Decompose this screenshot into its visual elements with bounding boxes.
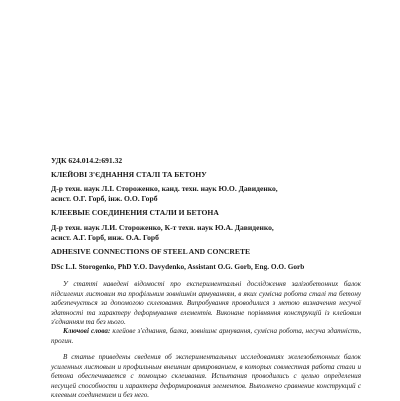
authors-ua-line1: Д-р техн. наук Л.І. Стороженко, канд. техн. наук Ю.О. Давиденко,: [51, 184, 278, 193]
abstract-ru: [51, 353, 361, 401]
keywords-text: клейове з'єднання, балка, зовнішнє армування, сумісна робота, несуча здатність, прогин.: [51, 327, 361, 345]
authors-ru-line1: Д-р техн. наук Л.И. Стороженко, К-т техн. наук Ю.А. Давиденко,: [51, 223, 274, 232]
abstract-ua-text: У статті наведені відомості про експериментальні дослідження залізобетонних балок підсилених листовим та профільним зовнішнім армуванням, в яких сумісна робота сталі та бетону забезпечується за допомогою склеювання. Випробування проводилися з метою визначення несучої здатності та характеру деформування елементів. Виконане порівняння конструкцій із клейовим з'єднанням та без нього.: [51, 280, 361, 327]
title-ua: КЛЕЙОВІ З'ЄДНАННЯ СТАЛІ ТА БЕТОНУ: [51, 170, 207, 179]
authors-ru-line2: асист. А.Г. Горб, инж. О.А. Горб: [51, 233, 159, 242]
authors-en: DSc L.I. Storogenko, PhD Y.O. Davydenko, Assistant O.G. Gorb, Eng. O.O. Gorb: [51, 262, 305, 271]
udc-code: УДК 624.014.2:691.32: [51, 156, 123, 165]
authors-ua-line2: асист. О.Г. Горб, інж. О.О. Горб: [51, 194, 158, 203]
abstract-ru-text: В статье приведены сведения об экспериментальных исследованиях железобетонных балок усиленных листовым и профильным внешним армированием, в которых совместная работа стали и бетона обеспечивается с помощью склеивания. Испытания проводились с целью определения несущей способности и характера деформирования элементов. Выполнено сравнение конструкций с клеевым соединением и без него.: [51, 353, 361, 400]
keywords-ua: [51, 327, 361, 346]
keywords-label: Ключові слова:: [63, 327, 111, 335]
title-en: ADHESIVE CONNECTIONS OF STEEL AND CONCRETE: [51, 247, 251, 256]
title-ru: КЛЕЕВЫЕ СОЕДИНЕНИЯ СТАЛИ И БЕТОНА: [51, 208, 219, 217]
abstract-ua: [51, 280, 361, 328]
